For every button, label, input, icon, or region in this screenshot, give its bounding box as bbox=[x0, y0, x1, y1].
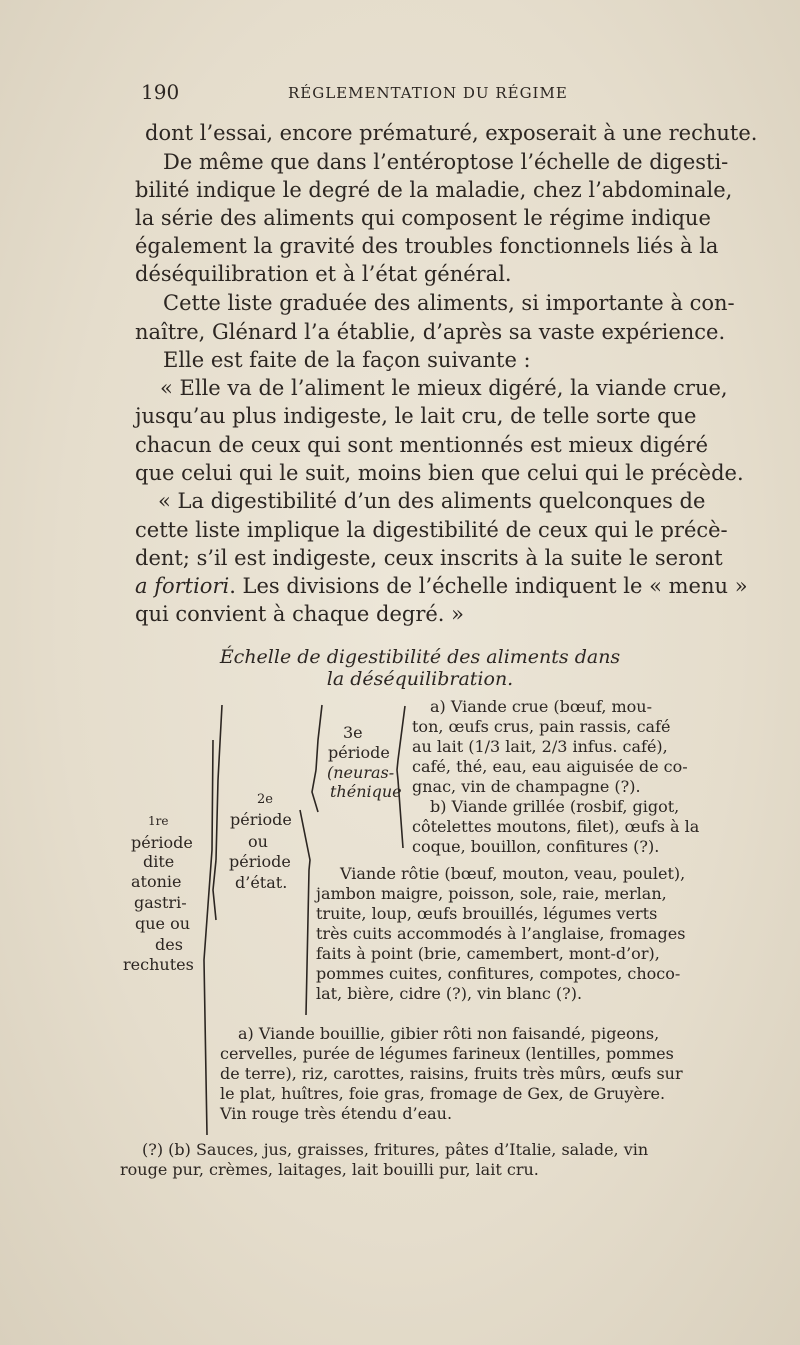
food-line: truite, loup, œufs brouillés, légumes verts bbox=[316, 904, 658, 923]
label-line: ou bbox=[248, 832, 268, 851]
page-number: 190 bbox=[141, 80, 180, 104]
food-line: très cuits accommodés à l’anglaise, fromages bbox=[316, 924, 686, 943]
label-line: que ou bbox=[135, 914, 191, 933]
text-line: déséquilibration et à l’état général. bbox=[135, 262, 512, 286]
label-line: thénique bbox=[330, 782, 402, 801]
text-line: naître, Glénard l’a établie, d’après sa vaste expérience. bbox=[135, 320, 726, 344]
food-line: cervelles, purée de légumes farineux (lentilles, pommes bbox=[220, 1044, 674, 1063]
label-line: gastri- bbox=[134, 893, 187, 912]
text-line: bilité indique le degré de la maladie, chez l’abdominale, bbox=[135, 178, 733, 202]
food-line: (?) (b) Sauces, jus, graisses, fritures, pâtes d’Italie, salade, vin bbox=[142, 1140, 649, 1159]
label-line: période bbox=[131, 833, 193, 852]
text-line: que celui qui le suit, moins bien que celui qui le précède. bbox=[135, 461, 744, 485]
food-line: pommes cuites, confitures, compotes, choco- bbox=[316, 964, 681, 983]
text-line: Elle est faite de la façon suivante : bbox=[163, 348, 531, 372]
food-line: jambon maigre, poisson, sole, raie, merlan, bbox=[316, 884, 667, 903]
food-line: b) Viande grillée (rosbif, gigot, bbox=[430, 797, 680, 816]
food-line: le plat, huîtres, foie gras, fromage de Gex, de Gruyère. bbox=[220, 1084, 666, 1103]
food-line: au lait (1/3 lait, 2/3 infus. café), bbox=[412, 737, 668, 756]
running-title: RÉGLEMENTATION DU RÉGIME bbox=[288, 84, 568, 102]
label-line: période bbox=[229, 852, 291, 871]
caption-line-2: la déséquilibration. bbox=[326, 668, 514, 690]
label-line: 3e bbox=[343, 723, 363, 742]
food-line: lat, bière, cidre (?), vin blanc (?). bbox=[316, 984, 583, 1003]
text-line: cette liste implique la digestibilité de ceux qui le précè- bbox=[135, 518, 728, 542]
text-line: Cette liste graduée des aliments, si importante à con- bbox=[163, 291, 735, 315]
text-line: « Elle va de l’aliment le mieux digéré, la viande crue, bbox=[160, 376, 728, 400]
text-line: dont l’essai, encore prématuré, exposerait à une rechute. bbox=[145, 121, 758, 145]
label-line: 2e bbox=[257, 792, 273, 807]
label-line: dite bbox=[143, 852, 175, 871]
caption-line-1: Échelle de digestibilité des aliments dans bbox=[219, 646, 621, 668]
food-line: Vin rouge très étendu d’eau. bbox=[220, 1104, 453, 1123]
food-line: gnac, vin de champagne (?). bbox=[412, 777, 641, 796]
food-line: rouge pur, crèmes, laitages, lait bouilli pur, lait cru. bbox=[120, 1160, 539, 1179]
food-line: coque, bouillon, confitures (?). bbox=[412, 837, 660, 856]
food-line: Viande rôtie (bœuf, mouton, veau, poulet), bbox=[340, 864, 686, 883]
label-line: 1re bbox=[148, 814, 169, 828]
food-line: de terre), riz, carottes, raisins, fruits très mûrs, œufs sur bbox=[220, 1064, 683, 1083]
food-line: côtelettes moutons, filet), œufs à la bbox=[412, 817, 700, 836]
label-line: des bbox=[155, 935, 183, 954]
text-line: « La digestibilité d’un des aliments quelconques de bbox=[158, 489, 706, 513]
label-line: (neuras- bbox=[327, 763, 395, 782]
food-line: faits à point (brie, camembert, mont-d’or), bbox=[316, 944, 660, 963]
text-line: également la gravité des troubles fonctionnels liés à la bbox=[135, 234, 719, 258]
label-line: atonie bbox=[131, 872, 182, 891]
food-line: a) Viande bouillie, gibier rôti non faisandé, pigeons, bbox=[238, 1024, 660, 1043]
text-line-rest: . Les divisions de l’échelle indiquent le « menu » bbox=[229, 574, 748, 598]
text-line: De même que dans l’entéroptose l’échelle de digesti- bbox=[163, 150, 729, 174]
food-line: a) Viande crue (bœuf, mou- bbox=[430, 697, 653, 716]
label-line: période bbox=[230, 810, 292, 829]
label-line: rechutes bbox=[123, 955, 194, 974]
italic-phrase: a fortiori bbox=[135, 574, 230, 598]
text-line: qui convient à chaque degré. » bbox=[135, 602, 464, 626]
food-line: café, thé, eau, eau aiguisée de co- bbox=[412, 757, 688, 776]
text-line: dent; s’il est indigeste, ceux inscrits à la suite le seront bbox=[135, 546, 723, 570]
food-line: ton, œufs crus, pain rassis, café bbox=[412, 717, 671, 736]
text-line: la série des aliments qui composent le régime indique bbox=[135, 206, 711, 230]
label-line: d’état. bbox=[235, 873, 288, 892]
text-line: jusqu’au plus indigeste, le lait cru, de telle sorte que bbox=[135, 404, 697, 428]
label-line: période bbox=[328, 743, 390, 762]
text-line: chacun de ceux qui sont mentionnés est mieux digéré bbox=[135, 433, 708, 457]
